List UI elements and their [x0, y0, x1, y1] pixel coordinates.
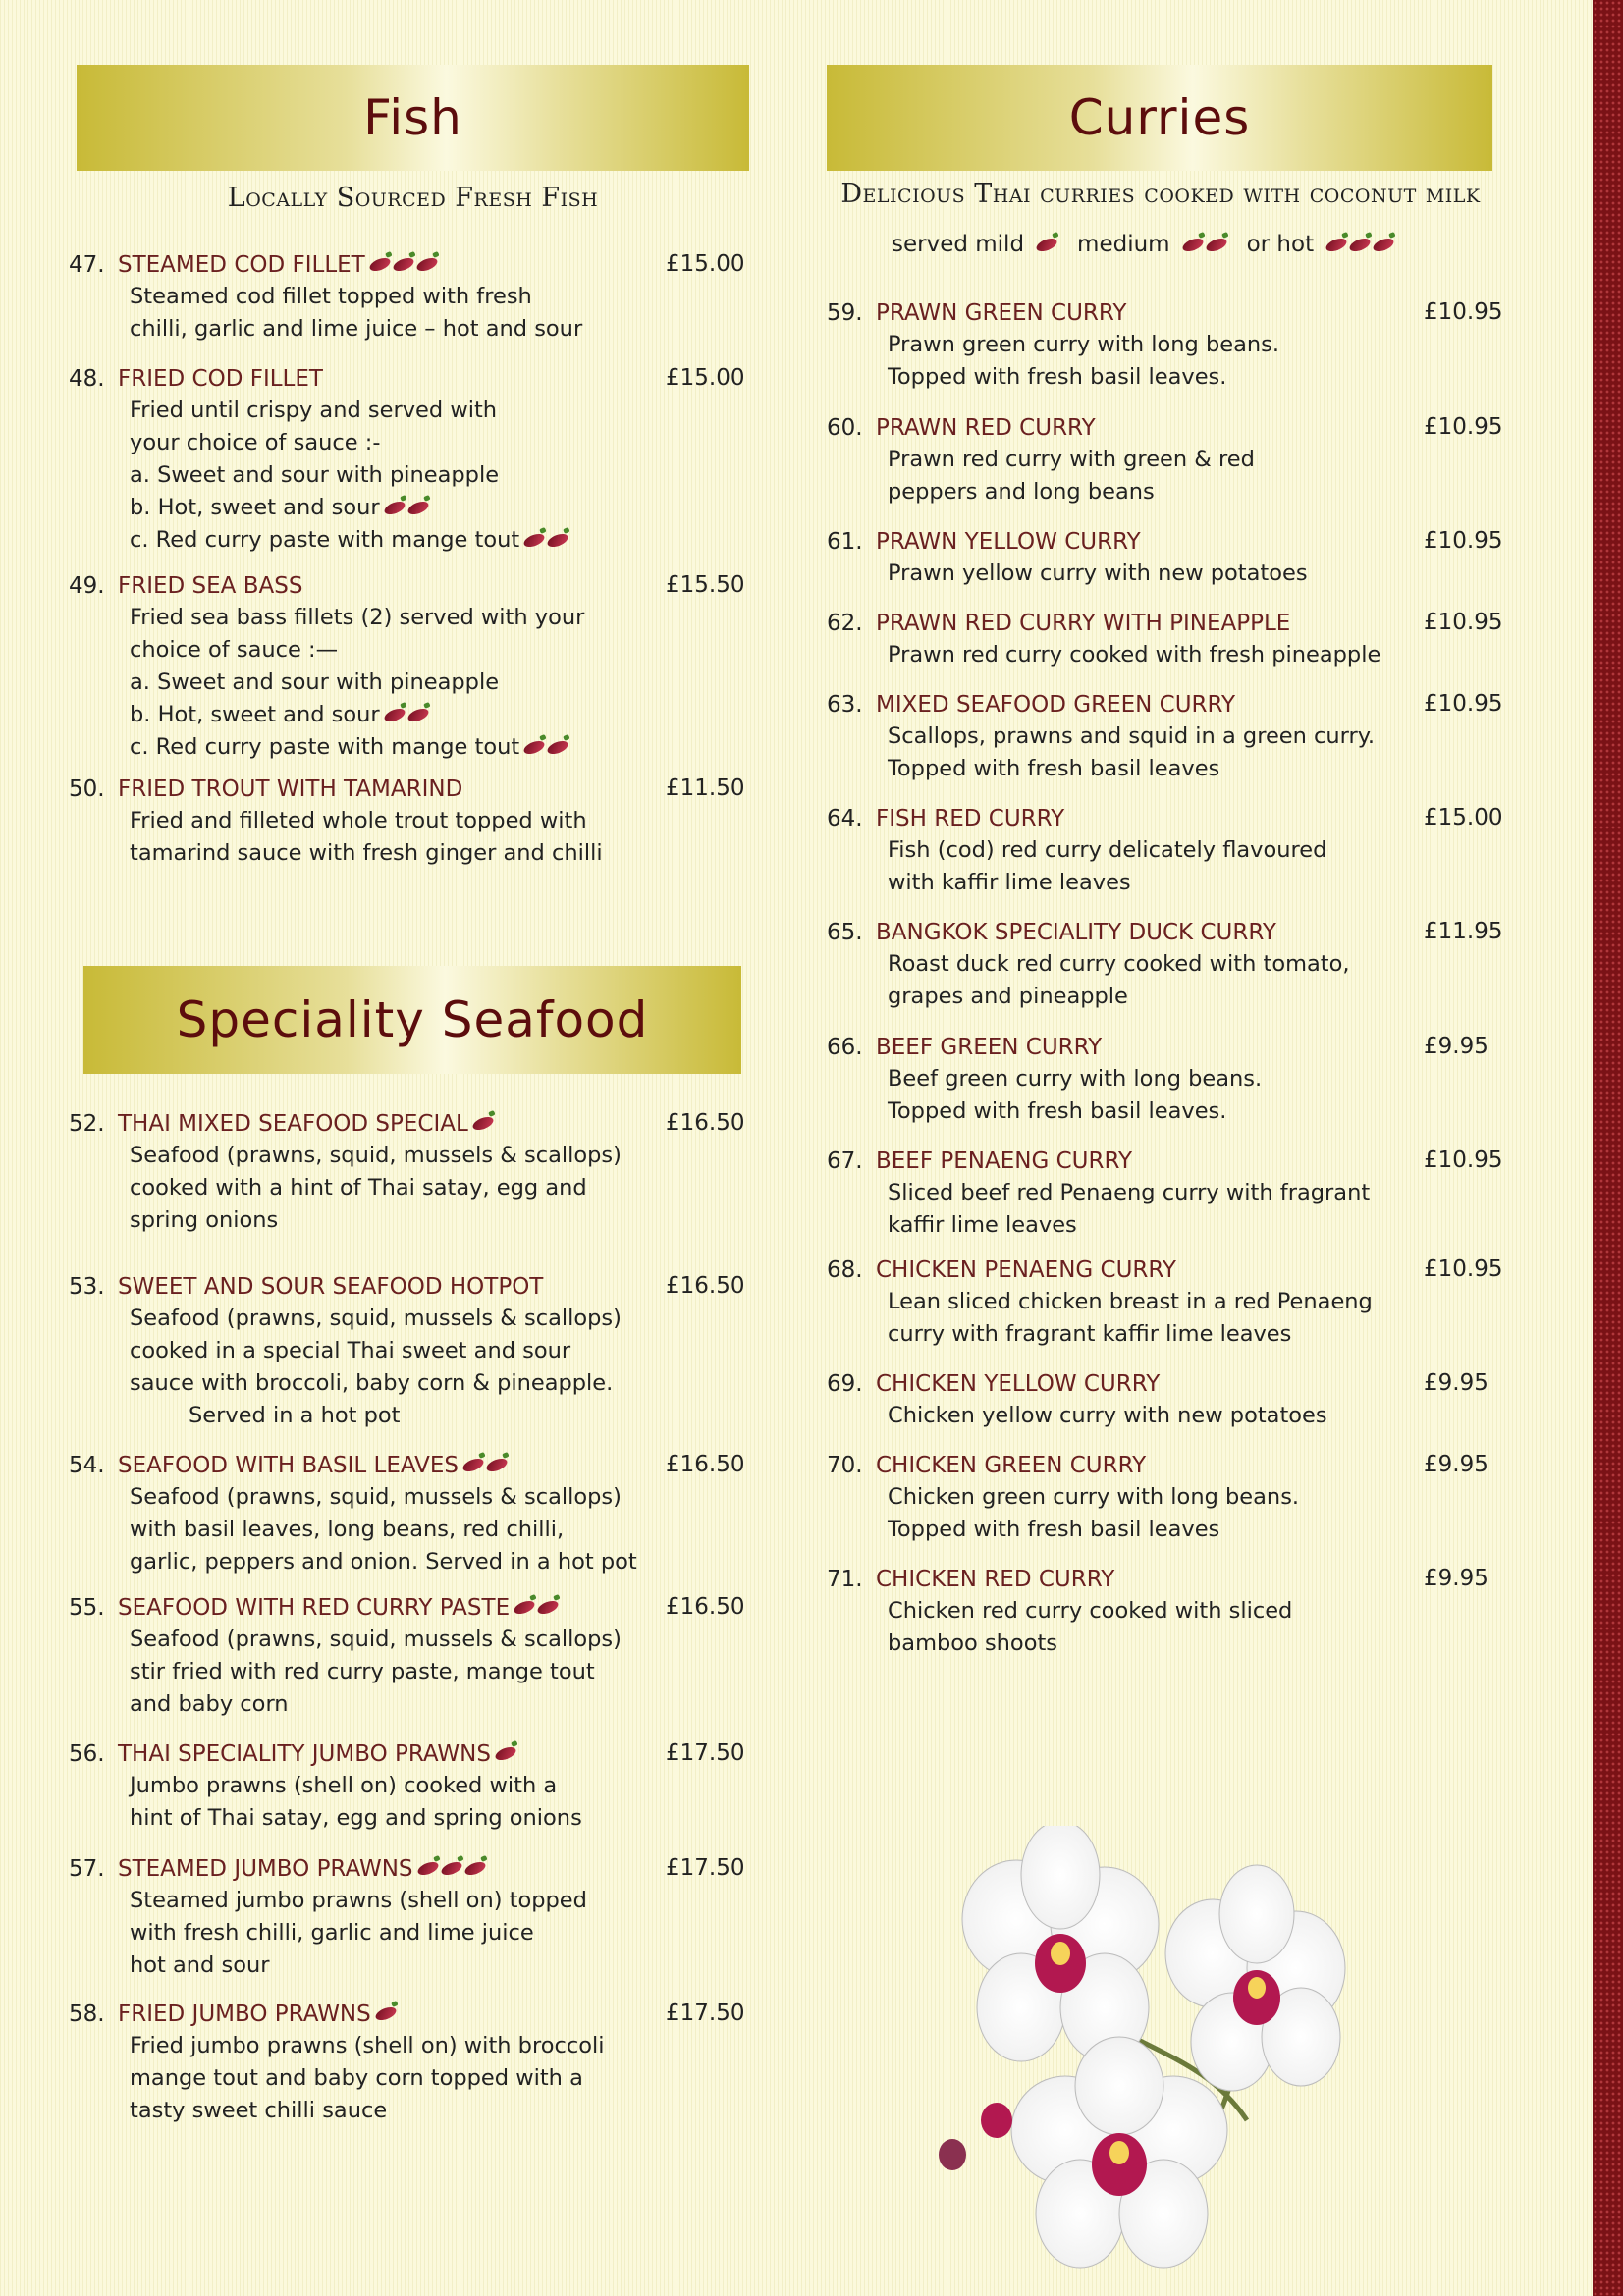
heat-chilli-icons — [384, 503, 429, 513]
menu-item-description — [130, 1140, 746, 1237]
menu-item-header — [69, 248, 746, 281]
seafood-heading-text: Speciality Seafood — [176, 991, 649, 1048]
menu-item-price: £10.95 — [1424, 528, 1503, 554]
menu-item-name: BANGKOK SPECIALITY DUCK CURRY — [876, 919, 1276, 945]
description-line: tasty sweet chilli sauce — [130, 2098, 388, 2123]
menu-item — [69, 1270, 746, 1432]
menu-item-price: £16.50 — [666, 1594, 745, 1620]
description-line: tamarind sauce with fresh ginger and chilli — [130, 840, 603, 866]
description-line: c. Red curry paste with mange tout — [130, 527, 520, 553]
description-line: mange tout and baby corn topped with a — [130, 2065, 583, 2091]
menu-item-name: CHICKEN YELLOW CURRY — [876, 1370, 1161, 1397]
menu-item-name: SWEET AND SOUR SEAFOOD HOTPOT — [118, 1273, 544, 1300]
menu-item-number: 68. — [827, 1256, 863, 1283]
description-line: peppers and long beans — [888, 479, 1155, 505]
description-line: a. Sweet and sour with pineapple — [130, 462, 500, 488]
chilli-icon — [406, 499, 430, 516]
menu-item-header — [827, 1145, 1504, 1177]
chilli-icon — [522, 738, 547, 756]
menu-item-header — [827, 1563, 1504, 1595]
curries-subtitle: Delicious Thai curries cooked with coconut milk — [840, 179, 1481, 209]
description-line: Seafood (prawns, squid, mussels & scallops) — [130, 1306, 622, 1331]
menu-item-price: £15.00 — [666, 251, 745, 277]
chilli-icon — [382, 706, 406, 723]
menu-item-price: £17.50 — [666, 2001, 745, 2026]
menu-item — [69, 1449, 746, 1578]
menu-item — [827, 688, 1504, 785]
chilli-icon — [536, 1598, 561, 1616]
description-line: Lean sliced chicken breast in a red Penaeng — [888, 1289, 1373, 1314]
menu-item-name: FRIED COD FILLET — [118, 365, 323, 392]
fish-subtitle: Locally Sourced Fresh Fish — [227, 183, 599, 213]
heat-chilli-icons — [523, 535, 568, 546]
menu-item-description — [888, 329, 1504, 394]
menu-item-header — [69, 1270, 746, 1303]
fish-heading — [77, 65, 749, 171]
menu-item — [69, 1998, 746, 2127]
menu-item — [69, 1591, 746, 1721]
chilli-icon — [415, 1859, 440, 1877]
description-line: hot and sour — [130, 1952, 270, 1978]
menu-item-number: 54. — [69, 1452, 105, 1478]
menu-item-number: 63. — [827, 691, 863, 718]
menu-item — [69, 248, 746, 346]
menu-item-description — [888, 1177, 1504, 1242]
menu-item-number: 66. — [827, 1034, 863, 1060]
description-line: Fried sea bass fillets (2) served with your — [130, 605, 585, 630]
description-line: Served in a hot pot — [189, 1403, 401, 1428]
decorative-border — [1593, 0, 1623, 2296]
menu-item — [69, 1852, 746, 1982]
chilli-icon — [546, 531, 570, 549]
menu-item — [827, 1563, 1504, 1660]
menu-item-name: STEAMED JUMBO PRAWNS — [118, 1855, 413, 1882]
description-line: with basil leaves, long beans, red chilli, — [130, 1517, 565, 1542]
menu-item-price: £9.95 — [1424, 1566, 1488, 1591]
description-line: Prawn yellow curry with new potatoes — [888, 561, 1308, 586]
description-line: b. Hot, sweet and sour — [130, 495, 380, 520]
menu-item-header — [69, 1852, 746, 1885]
menu-item-description — [888, 1595, 1504, 1660]
menu-item-price: £15.00 — [666, 365, 745, 391]
menu-item-name: MIXED SEAFOOD GREEN CURRY — [876, 691, 1236, 718]
description-line: and baby corn — [130, 1691, 289, 1717]
menu-item — [827, 802, 1504, 899]
menu-item — [827, 1145, 1504, 1242]
chilli-icon — [373, 2004, 398, 2022]
description-line: with fresh chilli, garlic and lime juice — [130, 1920, 534, 1946]
heat-legend — [892, 232, 1394, 257]
chilli-icon — [414, 255, 439, 273]
menu-item-header — [827, 411, 1504, 444]
menu-item-number: 65. — [827, 919, 863, 945]
menu-item-number: 50. — [69, 775, 105, 802]
description-line: Beef green curry with long beans. — [888, 1066, 1263, 1092]
description-line: Fish (cod) red curry delicately flavoured — [888, 837, 1327, 863]
description-line: a. Sweet and sour with pineapple — [130, 669, 500, 695]
menu-item-price: £16.50 — [666, 1452, 745, 1477]
menu-item-name: CHICKEN GREEN CURRY — [876, 1452, 1147, 1478]
description-line: Seafood (prawns, squid, mussels & scallops) — [130, 1143, 622, 1168]
menu-item-header — [827, 916, 1504, 948]
heat-chilli-icons — [462, 1460, 508, 1470]
description-line: your choice of sauce :- — [130, 430, 381, 455]
menu-item-price: £10.95 — [1424, 299, 1503, 325]
heat-chilli-icons — [523, 742, 568, 753]
menu-item-name: THAI MIXED SEAFOOD SPECIAL — [118, 1110, 468, 1137]
menu-item-name: PRAWN RED CURRY WITH PINEAPPLE — [876, 610, 1291, 636]
menu-item-name: BEEF GREEN CURRY — [876, 1034, 1103, 1060]
menu-item — [69, 1107, 746, 1237]
menu-item-description — [130, 281, 746, 346]
menu-item-header — [827, 607, 1504, 639]
menu-item-price: £9.95 — [1424, 1370, 1488, 1396]
heat-hot-label: or hot — [1246, 232, 1315, 257]
description-line: Topped with fresh basil leaves. — [888, 364, 1227, 390]
description-line: Topped with fresh basil leaves — [888, 756, 1220, 781]
menu-item-number: 67. — [827, 1148, 863, 1174]
menu-item-price: £15.50 — [666, 572, 745, 598]
description-line: garlic, peppers and onion. Served in a hot pot — [130, 1549, 637, 1575]
menu-item-price: £10.95 — [1424, 691, 1503, 717]
heat-chilli-icons — [369, 259, 438, 270]
description-line: Prawn red curry with green & red — [888, 447, 1255, 472]
description-line: Fried until crispy and served with — [130, 398, 498, 423]
menu-item — [827, 916, 1504, 1013]
menu-item-header — [69, 362, 746, 395]
menu-item-description — [888, 721, 1504, 785]
menu-item-header — [69, 773, 746, 805]
description-line: Sliced beef red Penaeng curry with fragrant — [888, 1180, 1371, 1205]
menu-item-number: 64. — [827, 805, 863, 831]
menu-item-number: 61. — [827, 528, 863, 555]
menu-item-description — [888, 444, 1504, 508]
description-line: grapes and pineapple — [888, 984, 1128, 1009]
description-line: stir fried with red curry paste, mange tout — [130, 1659, 595, 1684]
menu-item-price: £11.95 — [1424, 919, 1503, 944]
menu-item-description — [888, 1481, 1504, 1546]
menu-item-price: £11.50 — [666, 775, 745, 801]
menu-item-number: 71. — [827, 1566, 863, 1592]
menu-item-description — [130, 395, 746, 557]
description-line: curry with fragrant kaffir lime leaves — [888, 1321, 1292, 1347]
description-line: Prawn green curry with long beans. — [888, 332, 1280, 357]
menu-item-header — [69, 1107, 746, 1140]
menu-item-description — [888, 1286, 1504, 1351]
menu-item-number: 53. — [69, 1273, 105, 1300]
chilli-icon — [462, 1859, 487, 1877]
seafood-heading — [83, 966, 741, 1074]
description-line: spring onions — [130, 1207, 279, 1233]
chilli-icon — [494, 1744, 518, 1762]
menu-item-price: £10.95 — [1424, 610, 1503, 635]
chilli-icon — [485, 1456, 510, 1473]
menu-item-name: SEAFOOD WITH RED CURRY PASTE — [118, 1594, 511, 1621]
menu-item-header — [827, 1449, 1504, 1481]
description-line: cooked in a special Thai sweet and sour — [130, 1338, 571, 1363]
menu-item-number: 56. — [69, 1740, 105, 1767]
menu-item-header — [827, 525, 1504, 558]
menu-item-number: 48. — [69, 365, 105, 392]
menu-item-description — [130, 1885, 746, 1982]
menu-item-number: 70. — [827, 1452, 863, 1478]
description-line: Scallops, prawns and squid in a green curry. — [888, 723, 1376, 749]
menu-item-description — [130, 1303, 746, 1432]
menu-item-price: £17.50 — [666, 1740, 745, 1766]
menu-item-header — [827, 802, 1504, 834]
menu-item-name: CHICKEN RED CURRY — [876, 1566, 1115, 1592]
description-line: Steamed jumbo prawns (shell on) topped — [130, 1888, 587, 1913]
menu-item — [827, 296, 1504, 394]
menu-item-header — [827, 1031, 1504, 1063]
menu-item-header — [827, 688, 1504, 721]
menu-item — [69, 773, 746, 870]
menu-item-header — [827, 1367, 1504, 1400]
description-line: Jumbo prawns (shell on) cooked with a — [130, 1773, 558, 1798]
menu-item-header — [69, 1591, 746, 1624]
chilli-icon — [461, 1456, 486, 1473]
chilli-icon — [382, 499, 406, 516]
menu-item-description — [130, 1624, 746, 1721]
menu-item — [827, 607, 1504, 671]
chilli-icon — [522, 531, 547, 549]
description-line: Fried jumbo prawns (shell on) with broccoli — [130, 2033, 605, 2058]
menu-item-description — [888, 834, 1504, 899]
menu-item-description — [888, 1400, 1504, 1432]
menu-item-number: 58. — [69, 2001, 105, 2027]
description-line: kaffir lime leaves — [888, 1212, 1077, 1238]
menu-item-name: CHICKEN PENAENG CURRY — [876, 1256, 1176, 1283]
heat-chilli-icons — [375, 2008, 397, 2019]
heat-mild-label: served mild — [892, 232, 1025, 257]
heat-chilli-icons — [417, 1863, 486, 1874]
menu-item — [827, 525, 1504, 590]
menu-item-header — [827, 1254, 1504, 1286]
menu-item-header — [69, 1737, 746, 1770]
menu-item-number: 60. — [827, 414, 863, 441]
orchid-flower-image — [913, 1826, 1384, 2287]
menu-item-description — [888, 558, 1504, 590]
menu-item-price: £10.95 — [1424, 414, 1503, 440]
menu-item-name: BEEF PENAENG CURRY — [876, 1148, 1133, 1174]
menu-item-description — [130, 1770, 746, 1835]
description-line: hint of Thai satay, egg and spring onions — [130, 1805, 582, 1831]
description-line: with kaffir lime leaves — [888, 870, 1131, 895]
description-line: Chicken yellow curry with new potatoes — [888, 1403, 1327, 1428]
menu-item-price: £10.95 — [1424, 1148, 1503, 1173]
menu-item-name: PRAWN YELLOW CURRY — [876, 528, 1141, 555]
menu-item-price: £17.50 — [666, 1855, 745, 1881]
menu-item-name: FRIED SEA BASS — [118, 572, 303, 599]
menu-item-header — [69, 1449, 746, 1481]
menu-item-header — [827, 296, 1504, 329]
chilli-icon — [546, 738, 570, 756]
fish-heading-text: Fish — [363, 89, 462, 146]
description-line: choice of sauce :— — [130, 637, 339, 663]
menu-item-number: 59. — [827, 299, 863, 326]
menu-item-number: 47. — [69, 251, 105, 278]
menu-item-price: £10.95 — [1424, 1256, 1503, 1282]
heat-hot-icon — [1325, 240, 1394, 250]
menu-item — [827, 1449, 1504, 1546]
description-line: sauce with broccoli, baby corn & pineapple. — [130, 1370, 614, 1396]
chilli-icon — [367, 255, 392, 273]
chilli-icon — [471, 1114, 496, 1132]
menu-item-name: THAI SPECIALITY JUMBO PRAWNS — [118, 1740, 491, 1767]
menu-item-number: 52. — [69, 1110, 105, 1137]
description-line: Prawn red curry cooked with fresh pineapple — [888, 642, 1381, 667]
menu-item — [827, 411, 1504, 508]
menu-item-description — [888, 948, 1504, 1013]
chilli-icon — [439, 1859, 463, 1877]
description-line: Topped with fresh basil leaves — [888, 1517, 1220, 1542]
menu-item — [827, 1254, 1504, 1351]
heat-medium-icon — [1182, 240, 1227, 250]
description-line: cooked with a hint of Thai satay, egg and — [130, 1175, 587, 1201]
menu-item-name: FRIED TROUT WITH TAMARIND — [118, 775, 463, 802]
menu-item-description — [888, 639, 1504, 671]
description-line: c. Red curry paste with mange tout — [130, 734, 520, 760]
description-line: Fried and filleted whole trout topped with — [130, 808, 587, 833]
description-line: b. Hot, sweet and sour — [130, 702, 380, 727]
menu-item-number: 57. — [69, 1855, 105, 1882]
description-line: Seafood (prawns, squid, mussels & scallops) — [130, 1484, 622, 1510]
menu-item — [69, 1737, 746, 1835]
description-line: Roast duck red curry cooked with tomato, — [888, 951, 1350, 977]
menu-item-description — [130, 805, 746, 870]
menu-item-description — [130, 602, 746, 764]
chilli-icon — [406, 706, 430, 723]
menu-item — [69, 569, 746, 764]
menu-item-name: FISH RED CURRY — [876, 805, 1065, 831]
menu-item-name: STEAMED COD FILLET — [118, 251, 365, 278]
description-line: chilli, garlic and lime juice – hot and sour — [130, 316, 583, 342]
heat-medium-label: medium — [1077, 232, 1170, 257]
menu-item-description — [130, 2030, 746, 2127]
description-line: Steamed cod fillet topped with fresh — [130, 284, 532, 309]
menu-item-name: PRAWN RED CURRY — [876, 414, 1096, 441]
menu-item-price: £15.00 — [1424, 805, 1503, 830]
menu-item — [827, 1367, 1504, 1432]
description-line: Topped with fresh basil leaves. — [888, 1098, 1227, 1124]
description-line: Chicken red curry cooked with sliced — [888, 1598, 1293, 1624]
menu-item-price: £9.95 — [1424, 1034, 1488, 1059]
menu-item-number: 69. — [827, 1370, 863, 1397]
menu-item — [827, 1031, 1504, 1128]
menu-item-price: £16.50 — [666, 1110, 745, 1136]
menu-item-name: SEAFOOD WITH BASIL LEAVES — [118, 1452, 459, 1478]
heat-chilli-icons — [495, 1748, 516, 1759]
description-line: bamboo shoots — [888, 1630, 1058, 1656]
menu-item-header — [69, 569, 746, 602]
menu-item-header — [69, 1998, 746, 2030]
menu-item-number: 62. — [827, 610, 863, 636]
menu-item-price: £16.50 — [666, 1273, 745, 1299]
menu-item — [69, 362, 746, 557]
curries-heading-text: Curries — [1068, 89, 1251, 146]
heat-chilli-icons — [472, 1118, 494, 1129]
heat-chilli-icons — [384, 710, 429, 721]
curries-heading — [827, 65, 1492, 171]
menu-item-number: 49. — [69, 572, 105, 599]
menu-item-name: PRAWN GREEN CURRY — [876, 299, 1127, 326]
menu-item-name: FRIED JUMBO PRAWNS — [118, 2001, 371, 2027]
menu-item-description — [130, 1481, 746, 1578]
description-line: Seafood (prawns, squid, mussels & scallops) — [130, 1627, 622, 1652]
chilli-icon — [391, 255, 415, 273]
heat-chilli-icons — [514, 1602, 559, 1613]
menu-item-description — [888, 1063, 1504, 1128]
menu-item-price: £9.95 — [1424, 1452, 1488, 1477]
menu-item-number: 55. — [69, 1594, 105, 1621]
heat-mild-icon — [1036, 240, 1057, 250]
description-line: Chicken green curry with long beans. — [888, 1484, 1300, 1510]
chilli-icon — [513, 1598, 537, 1616]
